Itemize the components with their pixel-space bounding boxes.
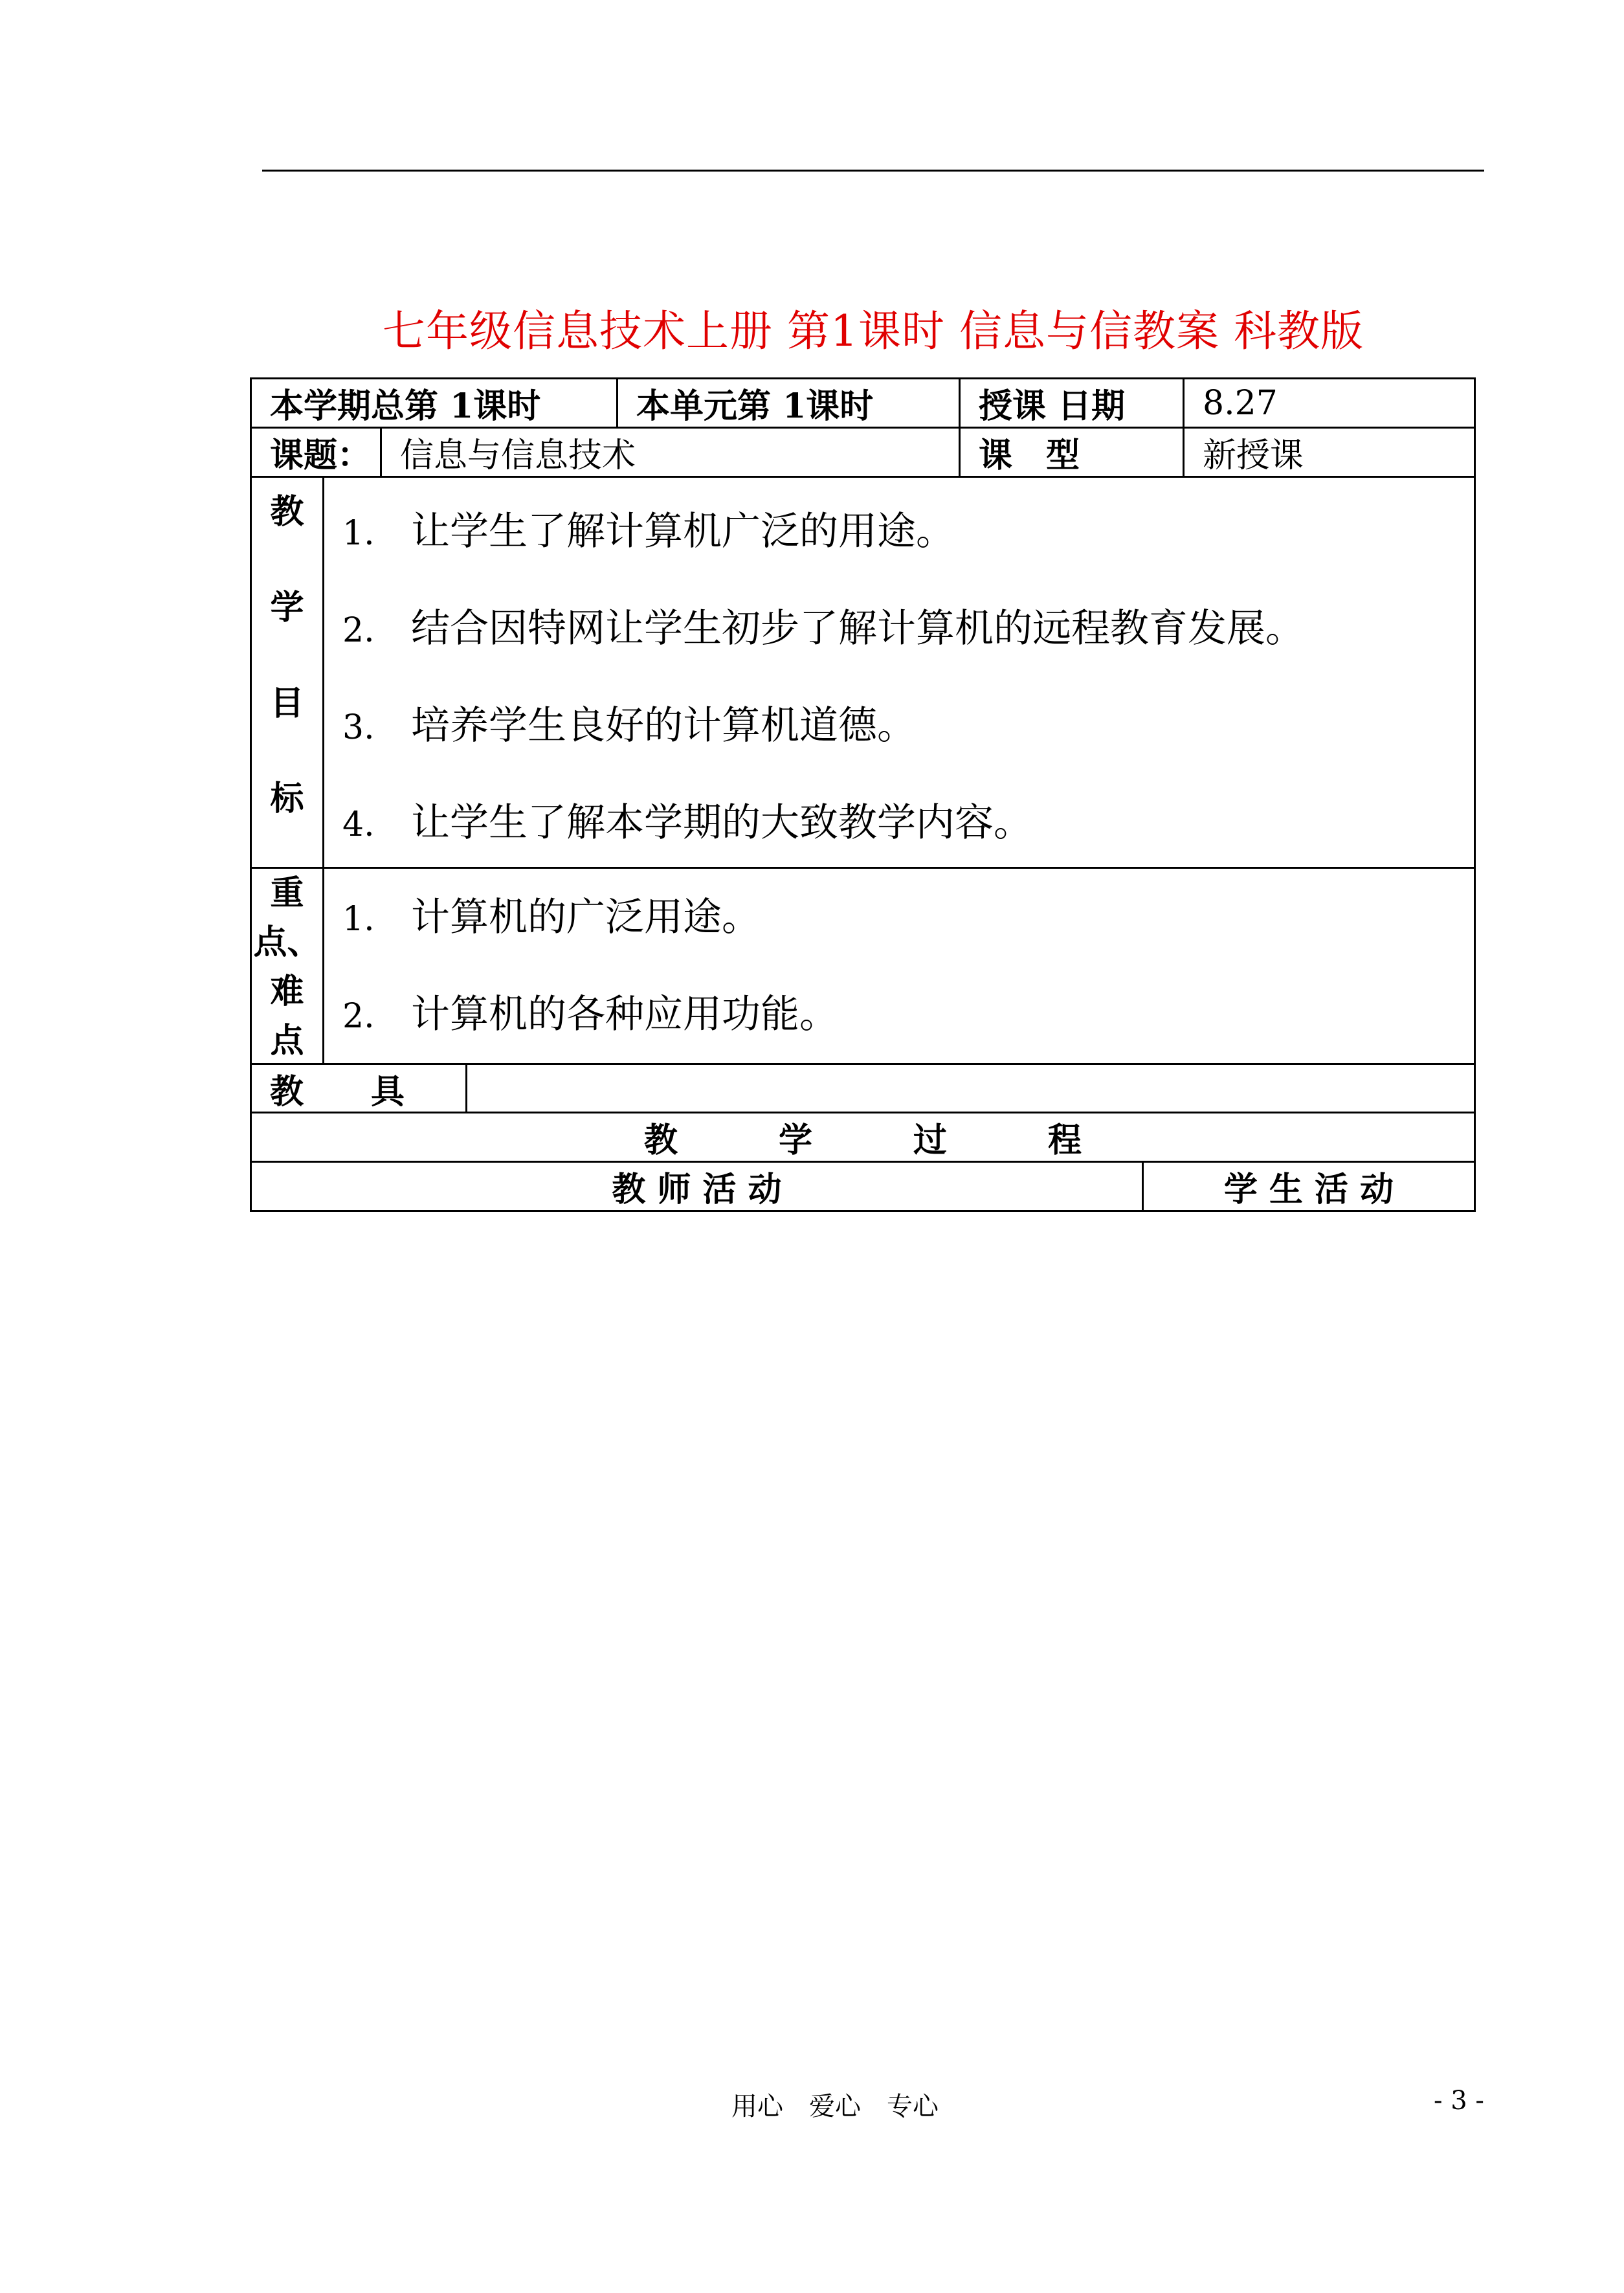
list-item-number: 4. [342,805,375,844]
date-value-cell: 8.27 [1183,379,1474,427]
table-row-process-header [250,1112,1476,1163]
table-row-key-points [250,867,1476,1065]
teacher-activity-header: 教 师 活 动 [612,1170,782,1209]
type-value-cell: 新授课 [1183,429,1474,476]
key-points-label-line: 点 [270,1021,304,1060]
tools-label-cell: 教 具 [270,1071,405,1112]
footer-motto: 用心 爱心 专心 [731,2092,939,2121]
list-item-text: 培养学生良好的计算机道德。 [411,703,916,748]
list-item-number: 3. [342,708,375,747]
header-rule [262,170,1484,172]
page-number: - 3 - [1434,2086,1484,2116]
topic-label-cell: 课题： [270,436,372,475]
list-item-number: 2. [342,997,375,1036]
list-item [342,966,838,1063]
table-row-tools [250,1063,1476,1113]
type-label-cell: 课 型 [959,429,1183,476]
topic-value-cell: 信息与信息技术 [380,429,959,476]
list-item-number: 1. [342,514,375,553]
list-item-text: 计算机的各种应用功能。 [411,992,838,1037]
list-item [342,483,955,580]
key-points-label-line: 难 [270,972,304,1011]
list-item-text: 计算机的广泛用途。 [411,895,761,940]
process-header: 教 学 过 程 [643,1121,1082,1160]
page-title: 七年级信息技术上册 第1课时 信息与信教案 科教版 [383,306,1364,356]
key-points-label [252,869,322,1063]
tools-value-cell [465,1065,1474,1112]
list-item [342,580,1304,677]
lesson-plan-table [250,379,1476,1212]
total-lesson-cell: 本学期总第 1课时 [270,386,541,426]
list-item-number: 2. [342,611,375,650]
list-item-text: 让学生了解本学期的大致教学内容。 [411,800,1032,845]
unit-lesson-cell: 本单元第 1课时 [616,379,959,427]
key-points-list [322,869,1474,1063]
table-row-topic [250,427,1476,478]
student-activity-header: 学 生 活 动 [1142,1163,1474,1210]
table-row-lesson-info [250,377,1476,429]
key-points-label-line: 点、 [253,923,321,962]
objectives-label [252,478,322,867]
objectives-label-char: 标 [270,779,304,819]
list-item [342,677,916,774]
date-label-cell: 授课 日期 [959,379,1183,427]
table-row-activities [250,1161,1476,1212]
list-item [342,774,1032,871]
list-item-text: 结合因特网让学生初步了解计算机的远程教育发展。 [411,606,1304,651]
list-item-text: 让学生了解计算机广泛的用途。 [411,509,955,554]
objectives-label-char: 学 [270,587,304,627]
list-item [342,869,761,966]
key-points-label-line: 重 [270,873,304,913]
objectives-list [322,478,1474,867]
list-item-number: 1. [342,900,375,939]
table-row-objectives [250,476,1476,869]
objectives-label-char: 教 [270,492,304,531]
objectives-label-char: 目 [270,683,304,723]
